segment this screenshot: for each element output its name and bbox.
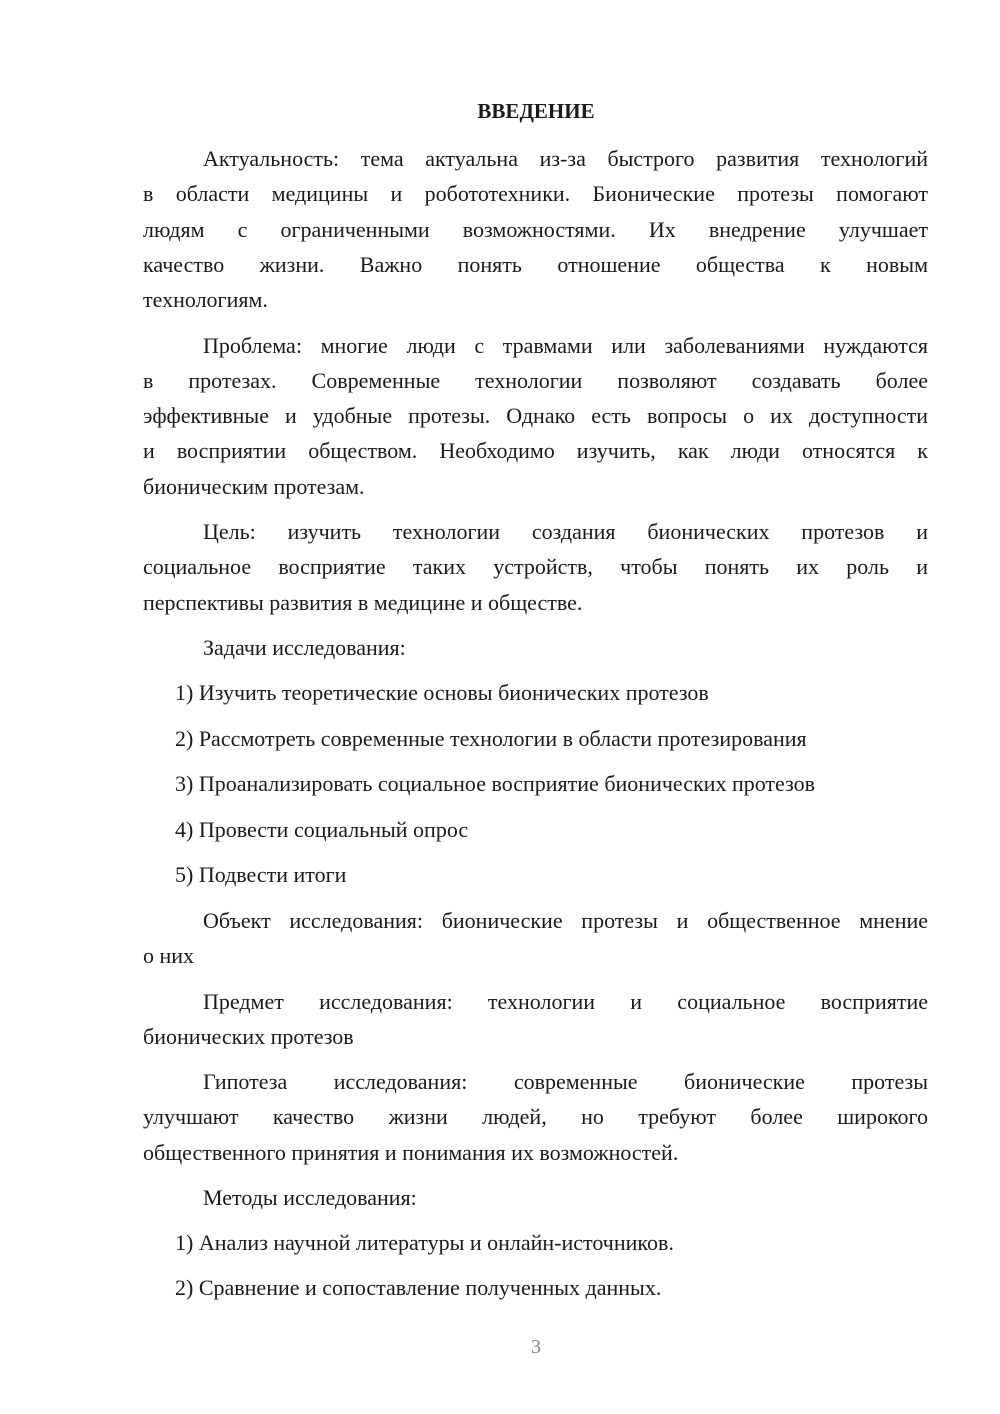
methods-heading: Методы исследования: — [203, 1185, 417, 1210]
hypothesis-line: улучшают качество жизни людей, но требуют более широкого — [143, 1104, 928, 1129]
task-item: 3) Проанализировать социальное восприятие бионических протезов — [175, 771, 816, 796]
subject-line: бионических протезов — [143, 1024, 354, 1049]
problem-line: в протезах. Современные технологии позволяют создавать более — [143, 368, 928, 393]
page-number: 3 — [531, 1336, 541, 1358]
task-item: 1) Изучить теоретические основы бионических протезов — [175, 680, 709, 705]
hypothesis-line: общественного принятия и понимания их возможностей. — [143, 1140, 679, 1165]
tasks-heading: Задачи исследования: — [203, 635, 406, 660]
problem-line: бионическим протезам. — [143, 474, 365, 499]
subject-line: Предмет исследования: технологии и социальное восприятие — [203, 989, 928, 1014]
hypothesis-line: Гипотеза исследования: современные бионические протезы — [203, 1069, 928, 1094]
relevance-line: технологиям. — [143, 287, 268, 312]
object-line: о них — [143, 943, 195, 968]
goal-line: Цель: изучить технологии создания бионических протезов и — [203, 519, 928, 544]
relevance-line: в области медицины и робототехники. Бионические протезы помогают — [143, 181, 928, 206]
relevance-line: качество жизни. Важно понять отношение общества к новым — [143, 252, 928, 277]
method-item: 1) Анализ научной литературы и онлайн-источников. — [175, 1230, 674, 1255]
task-item: 4) Провести социальный опрос — [175, 817, 469, 842]
task-item: 5) Подвести итоги — [175, 862, 347, 887]
goal-line: социальное восприятие таких устройств, чтобы понять их роль и — [143, 554, 928, 579]
goal-line: перспективы развития в медицине и обществе. — [143, 590, 583, 615]
problem-line: Проблема: многие люди с травмами или заболеваниями нуждаются — [203, 333, 928, 358]
problem-line: и восприятии обществом. Необходимо изучить, как люди относятся к — [143, 438, 928, 463]
page-title: ВВЕДЕНИЕ — [477, 99, 595, 123]
task-item: 2) Рассмотреть современные технологии в области протезирования — [175, 726, 807, 751]
object-line: Объект исследования: бионические протезы и общественное мнение — [203, 908, 928, 933]
problem-line: эффективные и удобные протезы. Однако есть вопросы о их доступности — [143, 403, 928, 428]
method-item: 2) Сравнение и сопоставление полученных данных. — [175, 1275, 662, 1300]
relevance-line: Актуальность: тема актуальна из-за быстрого развития технологий — [203, 146, 928, 171]
relevance-line: людям с ограниченными возможностями. Их внедрение улучшает — [143, 217, 928, 242]
